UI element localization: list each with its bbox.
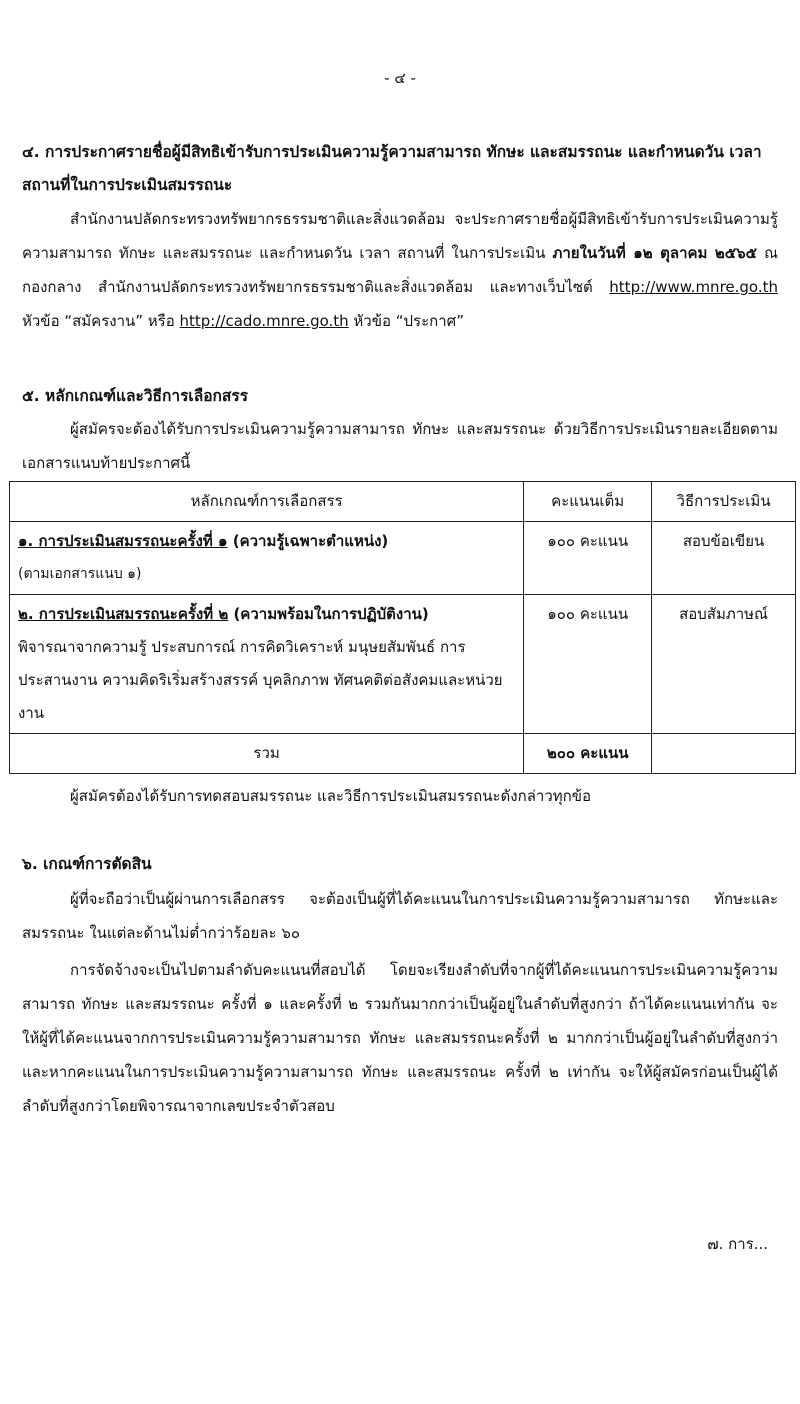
row2-method: สอบสัมภาษณ์	[652, 595, 796, 734]
criteria-table	[9, 481, 796, 774]
total-label: รวม	[10, 734, 524, 774]
row2-title-extra: (ความพร้อมในการปฏิบัติงาน)	[228, 605, 429, 623]
section-4-heading: ๔. การประกาศรายชื่อผู้มีสิทธิเข้ารับการประเมินความรู้ความสามารถ ทักษะ และสมรรถนะ และกำหนดวัน เวลา สถานที่ในการประเมินสมรรถนะ	[22, 143, 762, 194]
section-6-paragraph-1: ผู้ที่จะถือว่าเป็นผู้ผ่านการเลือกสรร จะต้องเป็นผู้ที่ได้คะแนนในการประเมินความรู้ความสามารถ ทักษะและสมรรถนะ ในแต่ละด้านไม่ต่ำกว่าร้อยละ ๖๐	[22, 890, 778, 942]
section-5-intro: ผู้สมัครจะต้องได้รับการประเมินความรู้ความสามารถ ทักษะ และสมรรถนะ ด้วยวิธีการประเมินรายละเอียดตามเอกสารแนบท้ายประกาศนี้	[22, 420, 778, 472]
section-4-paragraph	[22, 202, 778, 338]
announcement-date: ภายในวันที่ ๑๒ ตุลาคม ๒๕๖๕	[552, 244, 758, 262]
criteria-cell-2	[10, 595, 524, 734]
mnre-link[interactable]: http://www.mnre.go.th	[609, 278, 778, 296]
row1-score: ๑๐๐ คะแนน	[524, 522, 652, 595]
criteria-cell-1	[10, 522, 524, 595]
section-4-text-start: สำนักงานปลัดกระทรวงทรัพยากรธรรมชาติและสิ่งแวดล้อม จะประกาศรายชื่อผู้มีสิทธิเข้ารับการประเมินความรู้ความสามารถ ทักษะ และสมรรถนะ และกำหนดวัน เวลา สถานที่ ในการประเมิน	[22, 210, 778, 262]
table-row	[10, 595, 796, 734]
header-method: วิธีการประเมิน	[652, 482, 796, 522]
total-score: ๒๐๐ คะแนน	[524, 734, 652, 774]
table-total-row	[10, 734, 796, 774]
row2-score: ๑๐๐ คะแนน	[524, 595, 652, 734]
row1-title-extra: (ความรู้เฉพาะตำแหน่ง)	[227, 532, 389, 550]
table-row	[10, 522, 796, 595]
page-number: - ๔ -	[384, 69, 416, 87]
section-6-heading: ๖. เกณฑ์การตัดสิน	[22, 855, 152, 873]
row1-title: ๑. การประเมินสมรรถนะครั้งที่ ๑	[18, 532, 228, 550]
section-4-topic-1: หัวข้อ “สมัครงาน” หรือ	[22, 312, 180, 330]
row1-note: (ตามเอกสารแนบ ๑)	[18, 566, 142, 582]
cado-link[interactable]: http://cado.mnre.go.th	[179, 312, 349, 330]
continuation-marker: ๗. การ...	[707, 1235, 768, 1253]
section-4-topic-2: หัวข้อ “ประกาศ”	[348, 312, 464, 330]
table-header-row	[10, 482, 796, 522]
header-full-score: คะแนนเต็ม	[524, 482, 652, 522]
row1-method: สอบข้อเขียน	[652, 522, 796, 595]
row2-title: ๒. การประเมินสมรรถนะครั้งที่ ๒	[18, 605, 229, 623]
section-5-after: ผู้สมัครต้องได้รับการทดสอบสมรรถนะ และวิธีการประเมินสมรรถนะดังกล่าวทุกข้อ	[70, 787, 591, 805]
section-6-paragraph-2: การจัดจ้างจะเป็นไปตามลำดับคะแนนที่สอบได้ โดยจะเรียงลำดับที่จากผู้ที่ได้คะแนนการประเมินความรู้ความสามารถ ทักษะ และสมรรถนะ ครั้งที่ ๑ และครั้งที่ ๒ รวมกันมากกว่าเป็นผู้อยู่ในลำดับที่สูงกว่า ถ้าได้คะแนนเท่ากัน จะให้ผู้ที่ได้คะแนนจากการประเมินความรู้ความสามารถ ทักษะ และสมรรถนะครั้งที่ ๒ มากกว่าเป็นผู้อยู่ในลำดับที่สูงกว่า และหากคะแนนในการประเมินความรู้ความสามารถ ทักษะ และสมรรถนะ ครั้งที่ ๒ เท่ากัน จะให้ผู้สมัครก่อนเป็นผู้ได้ลำดับที่สูงกว่าโดยพิจารณาจากเลขประจำตัวสอบ	[22, 961, 778, 1115]
header-criteria: หลักเกณฑ์การเลือกสรร	[10, 482, 524, 522]
section-4-text-mid: ณ กองกลาง สำนักงานปลัดกระทรวงทรัพยากรธรรมชาติและสิ่งแวดล้อม และทางเว็บไซต์	[22, 244, 778, 296]
total-empty-cell	[652, 734, 796, 774]
section-5-heading: ๕. หลักเกณฑ์และวิธีการเลือกสรร	[22, 387, 249, 405]
row2-description: พิจารณาจากความรู้ ประสบการณ์ การคิดวิเคราะห์ มนุษยสัมพันธ์ การประสานงาน ความคิดริเริ่มสร้างสรรค์ บุคลิกภาพ ทัศนคติต่อสังคมและหน่วยงาน	[18, 638, 503, 722]
